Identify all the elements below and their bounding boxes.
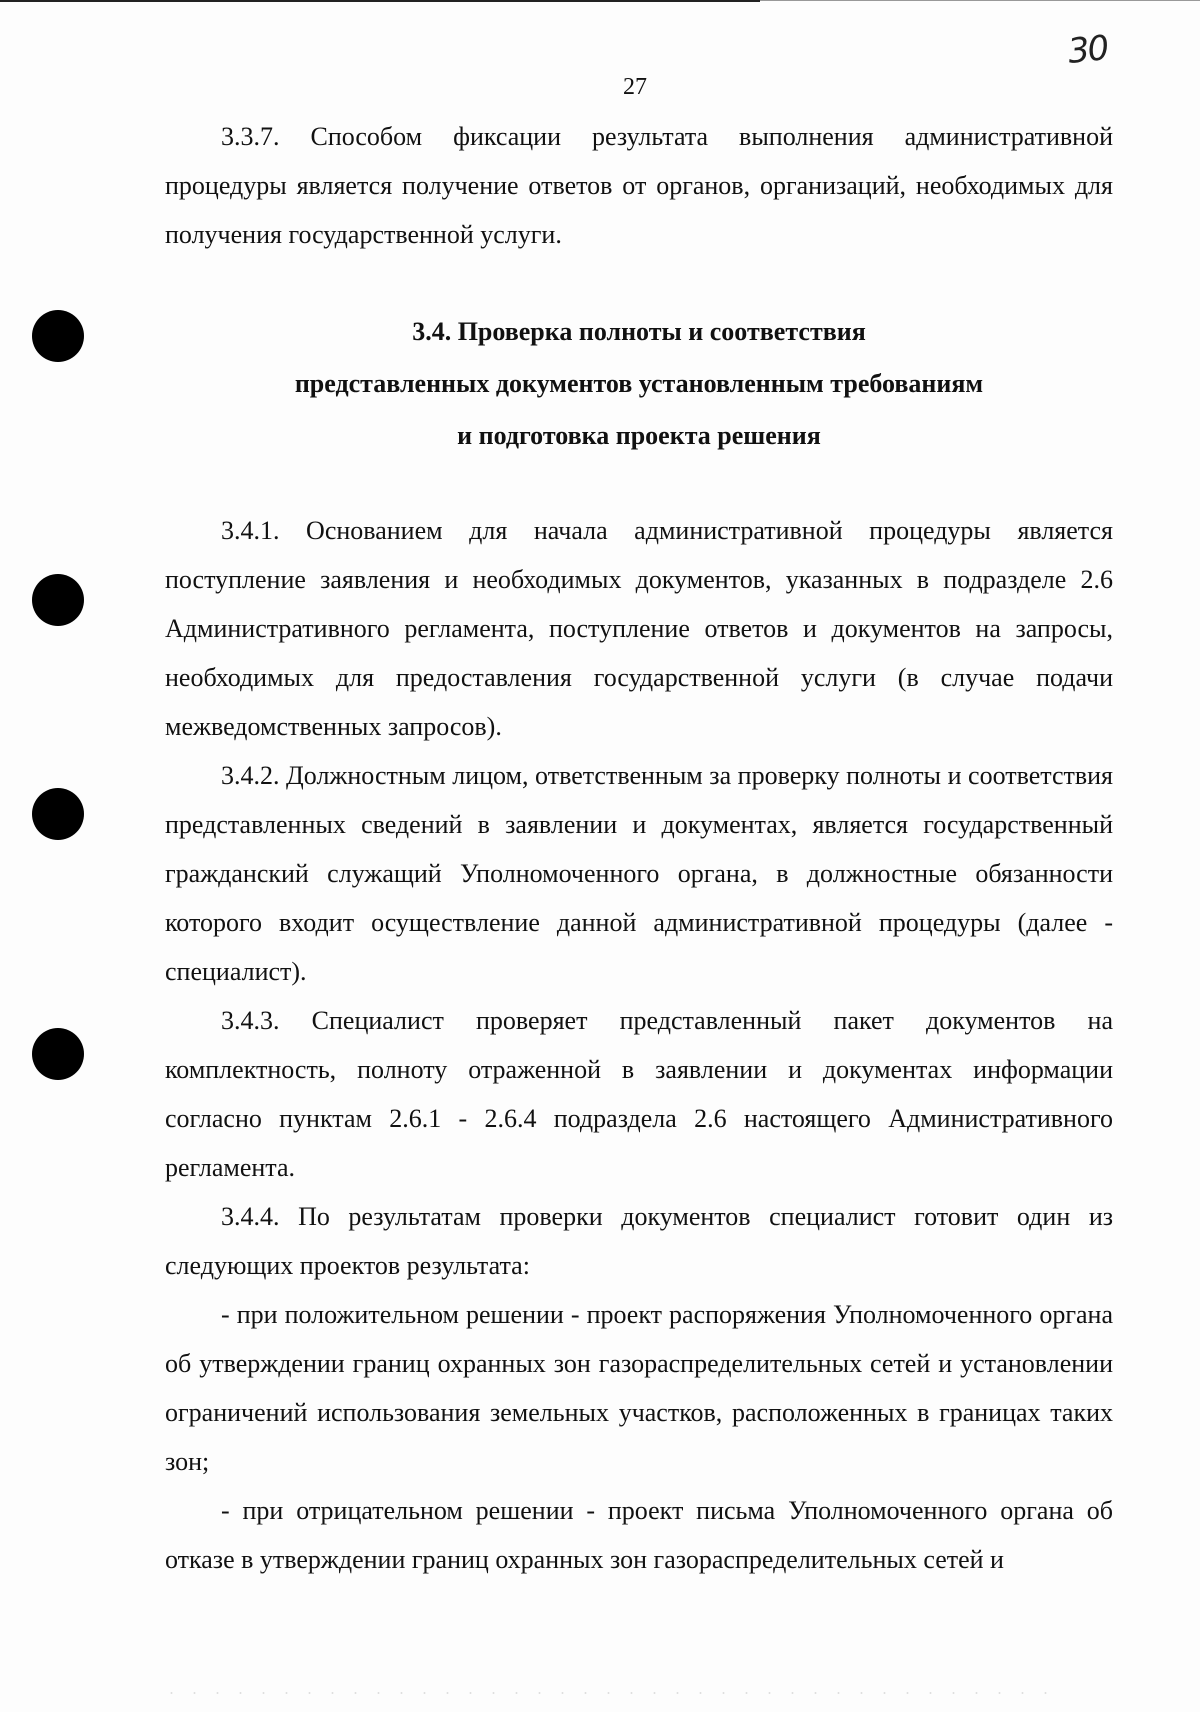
section-3-3-7 — [165, 112, 1113, 259]
list-item-positive: - при положительном решении - проект распоряжения Уполномоченного органа об утверждении границ охранных зон газораспределительных сетей и установлении ограничений использования земельных участков, расположенных в границах таких зон; — [165, 1300, 1113, 1476]
heading-line: представленных документов установленным требованиям — [294, 369, 984, 398]
paragraph-3-4-1: 3.4.1. Основанием для начала административной процедуры является поступление заявления и необходимых документов, указанных в подразделе 2.6 Административного регламента, поступление ответов и документов на запросы, необходимых для предоставления государственной услуги (в случае подачи межведомственных запросов). — [165, 516, 1113, 741]
body-text — [165, 506, 1113, 1584]
punch-hole-icon — [32, 1028, 84, 1080]
paragraph-3-4-2: 3.4.2. Должностным лицом, ответственным за проверку полноты и соответствия представленных сведений в заявлении и документах, является государственный гражданский служащий Уполномоченного органа, в должностные обязанности которого входит осуществление данной административной процедуры (далее - специалист). — [165, 761, 1113, 986]
paragraph-3-4-3: 3.4.3. Специалист проверяет представленный пакет документов на комплектность, полноту отраженной в заявлении и документах информации согласно пунктам 2.6.1 - 2.6.4 подраздела 2.6 настоящего Административного регламента. — [165, 1006, 1113, 1182]
handwritten-page-mark: 30 — [1066, 28, 1110, 72]
heading-line: и подготовка проекта решения — [457, 421, 821, 450]
top-border-line-faint — [760, 0, 1200, 1]
punch-hole-icon — [32, 788, 84, 840]
heading-line: 3.4. Проверка полноты и соответствия — [412, 317, 866, 346]
section-heading — [165, 306, 1113, 462]
list-item-negative: - при отрицательном решении - проект письма Уполномоченного органа об отказе в утверждении границ охранных зон газораспределительных сетей и — [165, 1496, 1113, 1574]
page-number: 27 — [623, 74, 647, 100]
punch-hole-icon — [32, 574, 84, 626]
paragraph-3-4-4: 3.4.4. По результатам проверки документов специалист готовит один из следующих проектов результата: — [165, 1202, 1113, 1280]
top-border-line — [0, 0, 760, 2]
scan-noise — [160, 1690, 1060, 1696]
paragraph: 3.3.7. Способом фиксации результата выполнения административной процедуры является получение ответов от органов, организаций, необходимых для получения государственной услуги. — [165, 122, 1113, 249]
punch-hole-icon — [32, 310, 84, 362]
